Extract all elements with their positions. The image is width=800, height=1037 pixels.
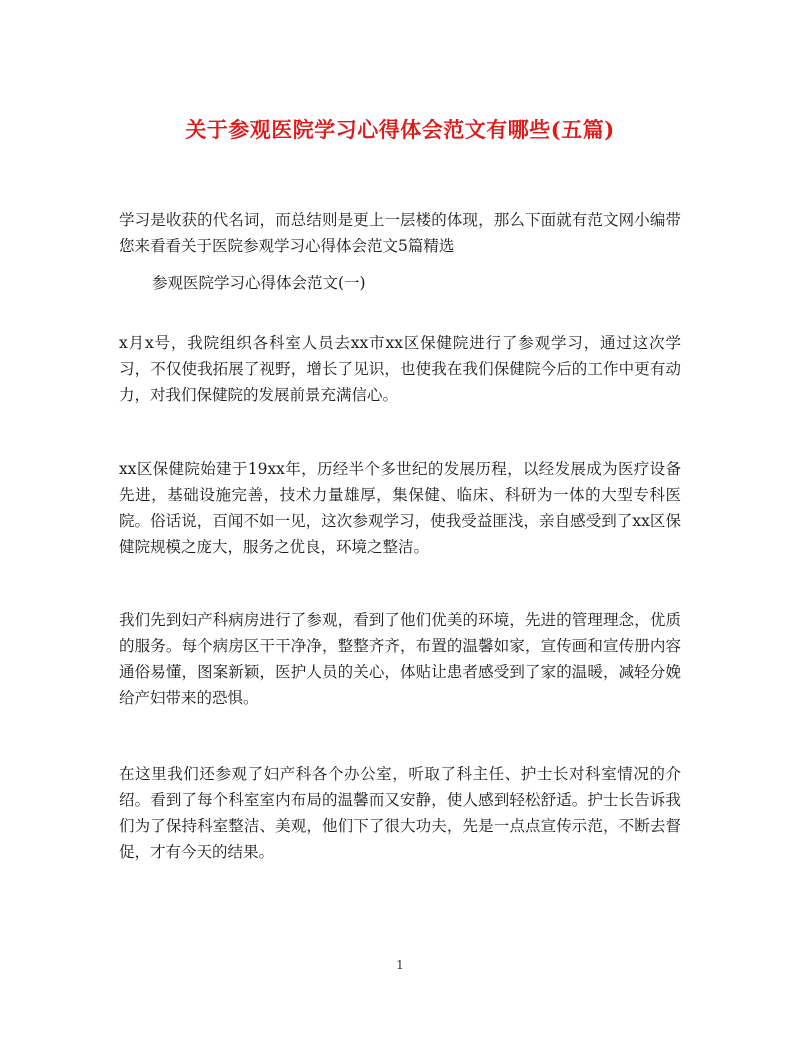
intro-paragraph: 学习是收获的代名词，而总结则是更上一层楼的体现，那么下面就有范文网小编带您来看看关于医院参观学习心得体会范文5篇精选 bbox=[119, 211, 681, 255]
body-paragraph-2: xx区保健院始建于19xx年，历经半个多世纪的发展历程，以经发展成为医疗设备先进，基础设施完善，技术力量雄厚，集保健、临床、科研为一体的大型专科医院。俗话说，百闻不如一见，这次参观学习，使我受益匪浅，亲自感受到了xx区保健院规模之庞大，服务之优良，环境之整洁。 bbox=[119, 460, 681, 556]
body-paragraph-1: x月x号，我院组织各科室人员去xx市xx区保健院进行了参观学习，通过这次学习，不仅使我拓展了视野，增长了见识，也使我在我们保健院今后的工作中更有动力，对我们保健院的发展前景充满信心。 bbox=[119, 334, 681, 404]
section-subheading: 参观医院学习心得体会范文(一) bbox=[152, 274, 366, 292]
body-paragraph-4: 在这里我们还参观了妇产科各个办公室，听取了科主任、护士长对科室情况的介绍。看到了每个科室室内布局的温馨而又安静，使人感到轻松舒适。护士长告诉我们为了保持科室整洁、美观，他们下了很大功夫，先是一点点宣传示范，不断去督促，才有今天的结果。 bbox=[119, 765, 681, 861]
document-title: 关于参观医院学习心得体会范文有哪些(五篇) bbox=[185, 117, 615, 142]
body-paragraph-3: 我们先到妇产科病房进行了参观，看到了他们优美的环境，先进的管理理念，优质的服务。每个病房区干干净净，整整齐齐，布置的温馨如家，宣传画和宣传册内容通俗易懂，图案新颖，医护人员的关心，体贴让患者感受到了家的温暖，减轻分娩给产妇带来的恐惧。 bbox=[119, 611, 681, 707]
page-number: 1 bbox=[396, 958, 404, 972]
